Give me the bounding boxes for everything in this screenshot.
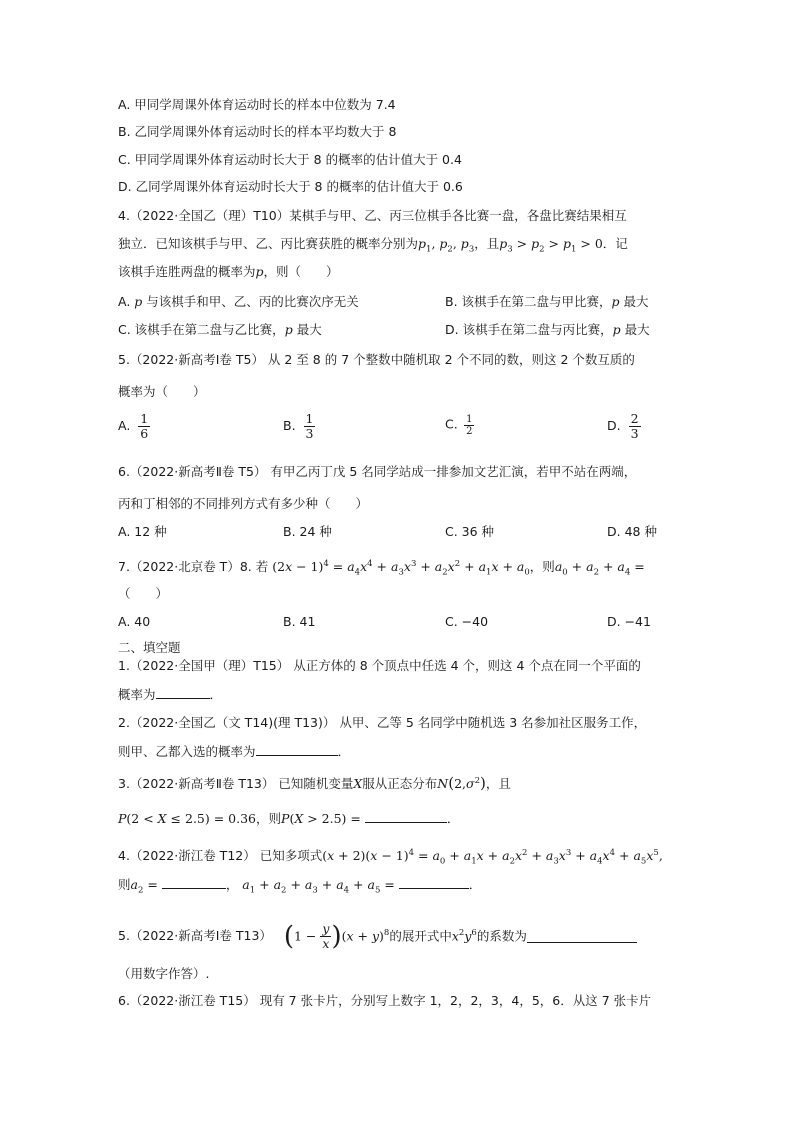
q5-line2: 概率为（ ） [118,384,206,399]
fill3-line1: 3.（2022·新高考Ⅱ卷 T13） 已知随机变量X服从正态分布$N(2,\sigma^2)$，且 [118,774,511,793]
q4-line1: 4.（2022·全国乙（理）T10）某棋手与甲、乙、丙三位棋手各比赛一盘，各盘比赛结果相互 [118,208,627,223]
option-b: B. 乙同学周课外体育运动时长的样本平均数大于 8 [118,124,397,139]
q6-option-c: C. 36 种 [445,524,495,539]
answer-blank[interactable] [399,876,469,889]
answer-blank[interactable] [256,743,338,756]
section-title-fill-in: 二、填空题 [118,640,181,655]
fill2-line2: 则甲、乙都入选的概率为 ． [118,744,351,759]
q7-option-b: B. 41 [283,614,316,629]
answer-blank[interactable] [156,686,210,699]
q6-line1: 6.（2022·新高考Ⅱ卷 T5） 有甲乙丙丁戊 5 名同学站成一排参加文艺汇演，若甲不站在两端， [118,464,637,479]
option-a: A. 甲同学周课外体育运动时长的样本中位数为 7.4 [118,97,396,112]
q4-option-b: B. 该棋手在第二盘与甲比赛，p 最大 [445,294,649,309]
fill3-line2: P(2 < X ≤ 2.5) = 0.36，则P(X > 2.5) = ． [118,811,460,826]
option-d: D. 乙同学周课外体育运动时长大于 8 的概率的估计值大于 0.6 [118,179,463,194]
q4-option-d: D. 该棋手在第二盘与丙比赛，p 最大 [445,322,650,337]
q4-line3: 该棋手连胜两盘的概率为p，则（ ） [118,264,339,279]
q6-option-a: A. 12 种 [118,524,167,539]
q4-option-c: C. 该棋手在第二盘与乙比赛，p 最大 [118,322,322,337]
answer-blank[interactable] [365,810,447,823]
fill1-line2: 概率为 ． [118,687,223,702]
option-c: C. 甲同学周课外体育运动时长大于 8 的概率的估计值大于 0.4 [118,152,462,167]
answer-blank[interactable] [527,930,637,943]
q4-option-a: A. p 与该棋手和甲、乙、丙的比赛次序无关 [118,294,359,309]
q6-line2: 丙和丁相邻的不同排列方式有多少种（ ） [118,496,369,511]
q7-option-c: C. −40 [445,614,489,629]
answer-blank[interactable] [162,876,226,889]
fill5-line2: （用数字作答）. [118,966,210,981]
fill6-line1: 6.（2022·浙江卷 T15） 现有 7 张卡片，分别写上数字 1，2，2，3，4，5，6．从这 7 张卡片 [118,993,652,1008]
q5-option-d: D. $\frac{2}{3}$ [607,411,639,441]
fill5-line1: 5.（2022·新高考Ⅰ卷 T13） (1 − $\frac{y}{x}$ )$(x + y)^8$的展开式中$x^2y^6$的系数为 [118,916,637,954]
q6-option-d: D. 48 种 [607,524,657,539]
q5-option-a: A. $\frac{1}{6}$ [118,411,149,441]
fill1-line1: 1.（2022·全国甲（理）T15） 从正方体的 8 个顶点中任选 4 个，则这 4 个点在同一个平面的 [118,658,641,673]
q4-line2: 独立．已知该棋手与甲、乙、丙比赛获胜的概率分别为$p_1$, $p_2$, $p_3$，且$p_3 > p_2 > p_1 > 0$．记 [118,236,628,255]
q5-option-c: C. $\frac{1}{2}$ [445,414,473,437]
fill4-line2: 则$a_2$ = ， $a_1 + a_2 + a_3 + a_4 + a_5$ = ． [118,877,482,896]
q5-option-b: B. $\frac{1}{3}$ [283,411,314,441]
q5-line1: 5.（2022·新高考Ⅰ卷 T5） 从 2 至 8 的 7 个整数中随机取 2 个不同的数，则这 2 个数互质的 [118,352,635,367]
q7-line2: （ ） [118,586,169,601]
q7-option-a: A. 40 [118,614,151,629]
q7-option-d: D. −41 [607,614,651,629]
q7-line1: 7.（2022·北京卷 T）8. 若 $(2x - 1)^4 = a_4x^4 + a_3x^3 + a_2x^2 + a_1x + a_0$，则$a_0 + a_2 + a_4$ = [118,559,645,578]
q6-option-b: B. 24 种 [283,524,332,539]
fill2-line1: 2.（2022·全国乙（文 T14)(理 T13)） 从甲、乙等 5 名同学中随机选 3 名参加社区服务工作， [118,715,647,730]
fill4-line1: 4.（2022·浙江卷 T12） 已知多项式$(x + 2)(x - 1)^4 = a_0 + a_1x + a_2x^2 + a_3x^3 + a_4x^4 + a_5x^5$, [118,848,663,867]
